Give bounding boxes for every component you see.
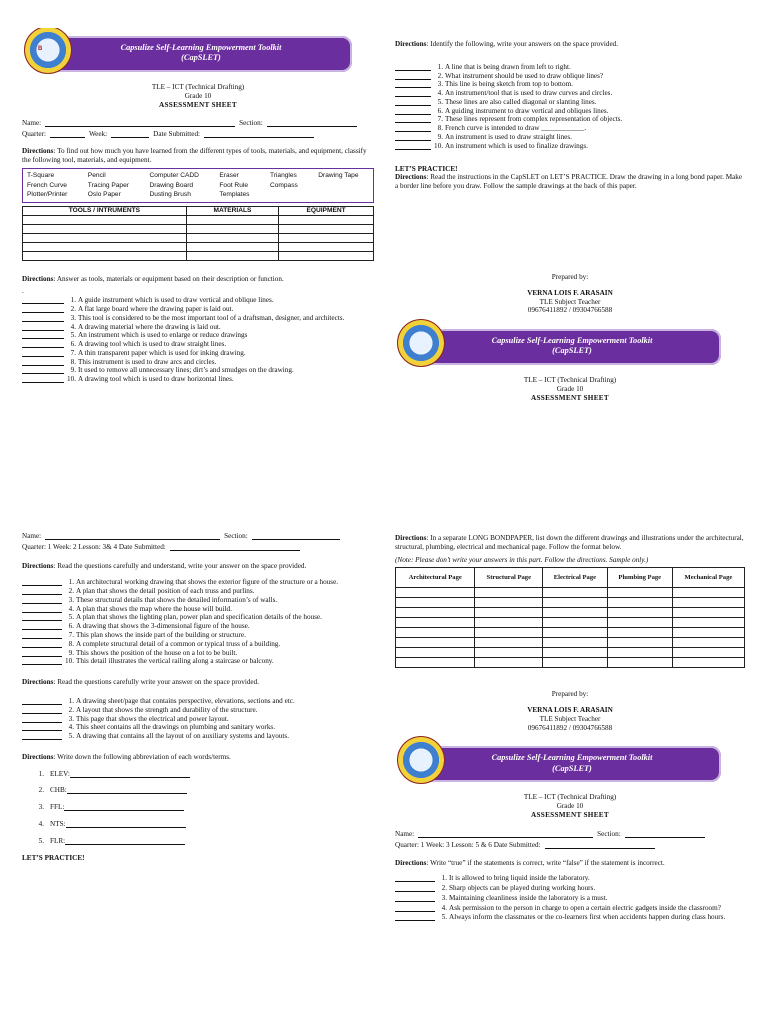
- answer-blank[interactable]: [22, 314, 64, 322]
- word-bank-item: Triangles: [269, 172, 297, 180]
- answer-blank[interactable]: [395, 142, 431, 150]
- list-item: 1. A drawing sheet/page that contains perspective, elevations, sections and etc.: [22, 697, 374, 706]
- table-row[interactable]: [23, 233, 374, 242]
- answer-blank[interactable]: [395, 133, 431, 141]
- word-bank-item: Eraser: [219, 172, 239, 180]
- word-bank-item: [318, 182, 369, 190]
- directions-abbreviation: Directions: Write down the following abbreviation of each words/terms.: [22, 752, 231, 761]
- answer-blank[interactable]: [395, 884, 435, 892]
- list-item: 5. A plan that shows the lighting plan, power plan and specification details of the house.: [22, 613, 374, 622]
- question-list: [395, 874, 745, 922]
- prepared-by: Prepared by: VERNA LOIS F. ARASAIN TLE Subject Teacher 09676411892 / 09304766588: [395, 690, 745, 732]
- toolkit-title: Capsulize Self-Learning Empowerment Toolkit (CapSLET): [50, 36, 352, 72]
- answer-blank[interactable]: [395, 63, 431, 71]
- answer-blank[interactable]: [395, 72, 431, 80]
- list-item: 5. These lines are also called diagonal or slanting lines.: [395, 98, 745, 107]
- list-item: 10. This detail illustrates the vertical railing along a staircase or balcony.: [22, 657, 374, 666]
- column-tools: TOOLS / INTRUMENTS: [23, 206, 187, 215]
- answer-blank[interactable]: [22, 596, 62, 604]
- word-bank-item: Plotter/Printer: [27, 190, 68, 198]
- list-item: 10. An instrument which is used to finalize drawings.: [395, 142, 745, 151]
- name-field[interactable]: [45, 119, 235, 127]
- student-info: Name: Section: Quarter: Week: Date Submitted:: [22, 119, 374, 139]
- answer-blank[interactable]: [22, 366, 64, 374]
- assessment-sheet-week-1: Capsulize Self-Learning Empowerment Toolkit (CapSLET) B TLE – ICT (Technical Drafting) Grade 10 ASSESSMENT SHEET Name: Section: Quarter: Week: Date Submitted: Directions: To find out how much you have learned from the different types of tools, materials, and equipment, classify the following tool, materials, and equipment. T-Square Pencil Computer CADD Eraser Triangles Drawing Tape French Curve Tracing Paper Drawing Board Foot Rule Compass Plotter/Printer Oslo Paper Dusting Brush Templates TOOLS / INTRUMENTS MATERIALS EQUIPMENT Directions: Answer as tools, materials or equipment based on their description or function. . 1. A guide instrument which is used to draw vertical and oblique lines. 2. A flat large board where the drawing paper is laid out. 3. This tool is considered to be the most important tool of a draftsman, designer, and architects. 4. A drawing material where the drawing is laid out. 5. An instrument which is used to enlarge or reduce drawings 6. A drawing tool which is used to draw straight lines. 7. A thin transparent paper which is used for inking drawing. 8. This instrument is used to draw arcs and circles. 9. It used to remove all unnecessary lines; dirt’s and smudges on the drawing. 10. A drawing tool which is used to draw horizontal lines.: [22, 28, 374, 474]
- list-item: 3. This line is being sketch from top to bottom.: [395, 80, 745, 89]
- section-field[interactable]: [252, 532, 340, 540]
- answer-blank[interactable]: [395, 107, 431, 115]
- column-header: Plumbing Page: [607, 568, 672, 588]
- list-item: 2. A layout that shows the strength and durability of the structure.: [22, 706, 374, 715]
- section-field[interactable]: [625, 830, 705, 838]
- column-header: Mechanical Page: [672, 568, 744, 588]
- prepared-by: Prepared by: VERNA LOIS F. ARASAIN TLE Subject Teacher 09676411892 / 09304766588: [395, 273, 745, 315]
- answer-blank[interactable]: [395, 89, 431, 97]
- answer-blank[interactable]: [395, 913, 435, 921]
- answer-blank[interactable]: [395, 80, 431, 88]
- table-row[interactable]: [396, 588, 745, 598]
- answer-blank[interactable]: [22, 375, 64, 383]
- table-row[interactable]: [23, 215, 374, 224]
- classify-table: [22, 206, 374, 261]
- course-heading: TLE – ICT (Technical Drafting) Grade 10 ASSESSMENT SHEET: [22, 83, 374, 109]
- list-item: 10. A drawing tool which is used to draw horizontal lines.: [22, 375, 374, 384]
- answer-blank[interactable]: [22, 613, 62, 621]
- column-equipment: EQUIPMENT: [279, 206, 374, 215]
- list-item: 1. An architectural working drawing that shows the exterior figure of the structure or a house.: [22, 578, 374, 587]
- question-list: [22, 578, 374, 666]
- practice-title: LET’S PRACTICE!: [395, 164, 458, 173]
- word-bank-item: Drawing Board: [149, 181, 194, 189]
- list-item: 5. A drawing that contains all the layout of on auxiliary systems and layouts.: [22, 732, 374, 741]
- word-bank-item: Tracing Paper: [87, 181, 129, 189]
- table-row[interactable]: [396, 628, 745, 638]
- table-row[interactable]: [396, 658, 745, 668]
- directions-true-false: Directions: Write “true” if the statements is correct, write “false” if the statement is incorrect.: [395, 859, 665, 868]
- list-item: 5. FLR:: [32, 837, 374, 846]
- list-item: 5. An instrument which is used to enlarge or reduce drawings: [22, 331, 374, 340]
- section-field[interactable]: [267, 119, 357, 127]
- column-materials: MATERIALS: [186, 206, 278, 215]
- column-header: Structural Page: [475, 568, 543, 588]
- word-bank-item: [270, 191, 308, 199]
- column-header: Electrical Page: [543, 568, 608, 588]
- table-row[interactable]: [396, 618, 745, 628]
- table-row[interactable]: [396, 638, 745, 648]
- directions-identify: Directions: Identify the following, write your answers on the space provided.: [395, 40, 619, 48]
- list-item: 7. A thin transparent paper which is used for inking drawing.: [22, 349, 374, 358]
- list-item: 8. This instrument is used to draw arcs and circles.: [22, 358, 374, 367]
- toolkit-banner: [24, 28, 374, 74]
- answer-blank[interactable]: [22, 631, 62, 639]
- question-list: [395, 63, 745, 151]
- list-item: 3. These structural details that shows the detailed information’s of walls.: [22, 596, 374, 605]
- answer-blank[interactable]: [70, 770, 190, 778]
- word-bank-item: Computer CADD: [149, 172, 199, 180]
- week-field[interactable]: [111, 130, 149, 138]
- list-item: 6. A drawing that shows the 3-dimensional figure of the house.: [22, 622, 374, 631]
- answer-blank[interactable]: [67, 786, 187, 794]
- list-item: 9. An instrument is used to draw straight lines.: [395, 133, 745, 142]
- word-bank-item: T-Square: [27, 172, 55, 180]
- answer-blank[interactable]: [22, 296, 64, 304]
- answer-blank[interactable]: [22, 723, 62, 731]
- list-item: 2. A plan that shows the detail position of each truss and purlins.: [22, 587, 374, 596]
- directions-part1: Directions: Read the questions carefully and understand, write your answer on the space provided.: [22, 561, 307, 570]
- word-bank-item: French Curve: [27, 181, 67, 189]
- school-seal-icon: B: [24, 28, 72, 74]
- practice-directions: Directions: Read the instructions in the CapSLET on LET’S PRACTICE. Draw the drawing in a long bond paper. Make a border line before you draw. Follow the sample drawings at the back of this paper.: [395, 173, 743, 191]
- list-item: 5. Always inform the classmates or the co-learners first when accidents happen during class hours.: [395, 913, 745, 922]
- student-info: Name: Section: Quarter: 1 Week: 3 Lesson: 5 & 6 Date Submitted:: [395, 830, 745, 850]
- identification-section: [395, 36, 745, 476]
- toolkit-title: Capsulize Self-Learning Empowerment Toolkit (CapSLET): [423, 746, 721, 782]
- answer-blank[interactable]: [395, 874, 435, 882]
- table-row[interactable]: [23, 242, 374, 251]
- word-bank-item: Dusting Brush: [149, 190, 191, 198]
- list-item: 4. Ask permission to the person in charge to open a certain electric gadgets inside the classroom?: [395, 904, 745, 913]
- column-header: Architectural Page: [396, 568, 475, 588]
- word-bank: [22, 168, 374, 202]
- answer-blank[interactable]: [395, 904, 435, 912]
- toolkit-title: Capsulize Self-Learning Empowerment Toolkit (CapSLET): [423, 329, 721, 365]
- list-item: 1. A guide instrument which is used to draw vertical and oblique lines.: [22, 296, 374, 305]
- name-field[interactable]: [45, 532, 220, 540]
- answer-blank[interactable]: [395, 98, 431, 106]
- quarter-field[interactable]: [50, 130, 85, 138]
- answer-blank[interactable]: [22, 349, 64, 357]
- list-item: 2. What instrument should be used to draw oblique lines?: [395, 72, 745, 81]
- answer-blank[interactable]: [395, 124, 431, 132]
- list-item: 8. A complete structural detail of a common or typical truss of a building.: [22, 640, 374, 649]
- sheet-title: ASSESSMENT SHEET: [159, 100, 237, 109]
- question-list: [22, 697, 374, 741]
- list-item: 3. This page that shows the electrical and power layout.: [22, 715, 374, 724]
- answer-blank[interactable]: [22, 578, 62, 586]
- list-item: 7. This plan shows the inside part of the building or structure.: [22, 631, 374, 640]
- answer-blank[interactable]: [22, 331, 64, 339]
- abbreviation-list: [22, 770, 374, 846]
- date-submitted-field[interactable]: [545, 841, 655, 849]
- answer-blank[interactable]: [22, 340, 64, 348]
- practice-title: LET’S PRACTICE!: [22, 853, 85, 862]
- list-item: 1. A line that is being drawn from left to right.: [395, 63, 745, 72]
- answer-blank[interactable]: [22, 305, 64, 313]
- teacher-name: VERNA LOIS F. ARASAIN: [527, 288, 613, 297]
- word-bank-item: Foot Rule: [219, 181, 248, 189]
- toolkit-banner: [397, 738, 745, 784]
- list-item: 2. A flat large board where the drawing paper is laid out.: [22, 305, 374, 314]
- list-item: 7. These lines represent from complex representation of objects.: [395, 115, 745, 124]
- answer-blank[interactable]: [22, 358, 64, 366]
- teacher-name: VERNA LOIS F. ARASAIN: [527, 706, 613, 715]
- drawing-pages-table: [395, 567, 745, 668]
- table-row[interactable]: [23, 224, 374, 233]
- answer-blank[interactable]: [22, 732, 62, 740]
- answer-blank[interactable]: [64, 803, 184, 811]
- list-item: 6. A drawing tool which is used to draw straight lines.: [22, 340, 374, 349]
- question-list: [22, 296, 374, 384]
- table-row[interactable]: [396, 648, 745, 658]
- word-bank-item: [318, 191, 369, 199]
- list-item: 9. This shows the position of the house on a lot to be built.: [22, 649, 374, 658]
- answer-blank[interactable]: [22, 640, 62, 648]
- answer-blank[interactable]: [22, 323, 64, 331]
- date-submitted-field[interactable]: [170, 543, 300, 551]
- list-item: 2. CHB:: [32, 786, 374, 795]
- table-row[interactable]: [396, 608, 745, 618]
- answer-blank[interactable]: [22, 649, 62, 657]
- list-item: 3. This tool is considered to be the most important tool of a draftsman, designer, and architects.: [22, 314, 374, 323]
- word-bank-item: Oslo Paper: [87, 190, 121, 198]
- table-row[interactable]: [23, 251, 374, 260]
- directions-classify: Directions: To find out how much you have learned from the different types of tools, materials, and equipment, classify the following tool, materials, and equipment.: [22, 146, 367, 164]
- directions-part2: Directions: Read the questions carefully write your answer on the space provided.: [22, 678, 259, 687]
- list-item: 3. Maintaining cleanliness inside the laboratory is a must.: [395, 894, 745, 903]
- table-row[interactable]: [396, 598, 745, 608]
- toolkit-banner: [397, 321, 745, 367]
- date-submitted-field[interactable]: [204, 130, 314, 138]
- answer-blank[interactable]: [22, 587, 62, 595]
- list-item: 1. ELEV:: [32, 770, 374, 779]
- word-bank-item: Templates: [219, 190, 250, 198]
- answer-blank[interactable]: [395, 115, 431, 123]
- list-item: 9. It used to remove all unnecessary lines; dirt’s and smudges on the drawing.: [22, 366, 374, 375]
- answer-blank[interactable]: [65, 837, 185, 845]
- word-bank-item: Drawing Tape: [318, 172, 359, 180]
- list-item: 4. An instrument/tool that is used to draw curves and circles.: [395, 89, 745, 98]
- answer-blank[interactable]: [22, 715, 62, 723]
- course-heading: TLE – ICT (Technical Drafting) Grade 10 ASSESSMENT SHEET: [523, 793, 617, 820]
- directions-list-drawings: Directions: In a separate LONG BONDPAPER, list down the different drawings and illustrations under the architectural, structural, plumbing, electrical and mechanical page. Follow the format below.: [395, 534, 744, 551]
- answer-blank[interactable]: [22, 706, 62, 714]
- list-item: 3. FFL:: [32, 803, 374, 812]
- note: (Note: Please don’t write your answers in this part. Follow the directions. Sample only.): [395, 555, 649, 564]
- list-item: 4. A drawing material where the drawing is laid out.: [22, 323, 374, 332]
- assessment-sheet-week-3: [395, 530, 745, 980]
- answer-blank[interactable]: [22, 697, 62, 705]
- word-bank-item: Compass: [269, 181, 298, 189]
- answer-blank[interactable]: [22, 657, 62, 665]
- list-item: 8. French curve is intended to draw ____________.: [395, 124, 745, 133]
- list-item: 2. Sharp objects can be played during working hours.: [395, 884, 745, 893]
- list-item: 4. NTS:: [32, 820, 374, 829]
- student-info: Name: Section: Quarter: 1 Week: 2 Lesson: 3& 4 Date Submitted:: [22, 532, 374, 552]
- list-item: 1. It is allowed to bring liquid inside the laboratory.: [395, 874, 745, 883]
- answer-blank[interactable]: [22, 622, 62, 630]
- answer-blank[interactable]: [395, 894, 435, 902]
- list-item: 4. A plan that shows the map where the house will build.: [22, 605, 374, 614]
- assessment-sheet-week-2: [22, 530, 374, 970]
- word-bank-item: Pencil: [87, 172, 106, 180]
- directions-answer: Directions: Answer as tools, materials or equipment based on their description or function.: [22, 274, 284, 283]
- answer-blank[interactable]: [66, 820, 186, 828]
- list-item: 6. A guiding instrument to draw vertical and obliques lines.: [395, 107, 745, 116]
- list-item: 4. This sheet contains all the drawings on plumbing and sanitary works.: [22, 723, 374, 732]
- name-field[interactable]: [418, 830, 593, 838]
- answer-blank[interactable]: [22, 605, 62, 613]
- school-seal-icon: [397, 319, 445, 367]
- course-heading: TLE – ICT (Technical Drafting) Grade 10 ASSESSMENT SHEET: [523, 376, 617, 402]
